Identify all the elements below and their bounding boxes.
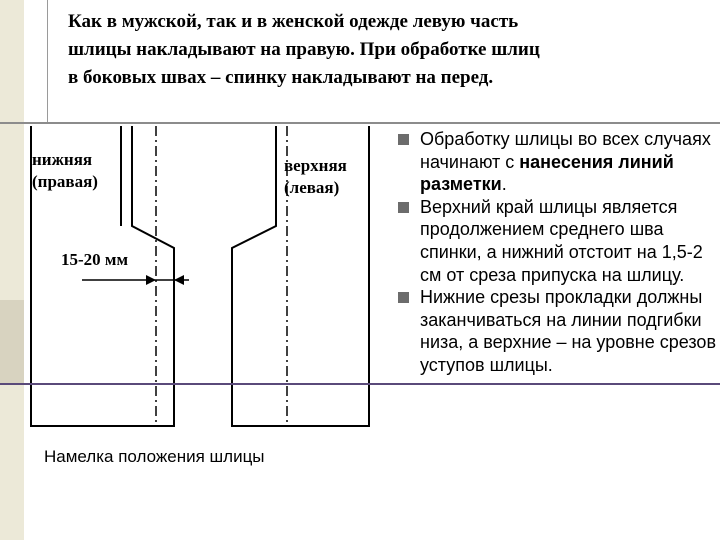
dimension-label: 15-20 мм	[61, 250, 129, 269]
figure-caption: Намелка положения шлицы	[44, 447, 265, 466]
bullet-item	[394, 196, 716, 286]
upper-panel-label-1: верхняя	[284, 156, 347, 175]
bullet-list	[394, 128, 716, 377]
bullet-text: Верхний край шлицы является продолжением среднего шва спинки, а нижний отстоит на 1,5-2 см от среза припуска на шлицу.	[420, 196, 703, 285]
bullet-item	[394, 128, 716, 196]
heading-line-3: в боковых швах – спинку накладывают на перед.	[68, 67, 494, 88]
bullet-item	[394, 286, 716, 376]
heading-divider	[0, 122, 720, 124]
heading-line-2: шлицы накладывают на правую. При обработке шлиц	[68, 39, 540, 60]
dimension-arrow-right	[174, 275, 184, 285]
bullet-text: Нижние срезы прокладки должны заканчиваться на линии подгибки низа, а верхние – на уровне срезов уступов шлицы.	[420, 287, 717, 375]
square-bullet-icon	[398, 202, 409, 213]
bullet-text: Обработку шлицы во всех случаях начинают с	[420, 129, 711, 172]
square-bullet-icon	[398, 292, 409, 303]
square-bullet-icon	[398, 134, 409, 145]
lower-panel-label-1: нижняя	[32, 150, 93, 169]
bullet-text-bold: нанесения линий разметки	[420, 151, 674, 195]
slide-heading	[68, 8, 698, 92]
slit-diagram	[24, 126, 386, 540]
bullet-text-end: .	[501, 174, 507, 195]
heading-line-1: Как в мужской, так и в женской одежде левую часть	[68, 11, 519, 32]
lower-panel-label-2: (правая)	[32, 172, 98, 191]
slide-left-accent	[0, 300, 24, 385]
dimension-arrow-left	[146, 275, 156, 285]
upper-panel-label-2: (левая)	[284, 178, 340, 197]
bottom-divider	[0, 383, 720, 385]
slide-left-rule	[47, 0, 48, 122]
slide-left-bar	[0, 0, 24, 540]
lower-panel-outline	[31, 126, 174, 426]
